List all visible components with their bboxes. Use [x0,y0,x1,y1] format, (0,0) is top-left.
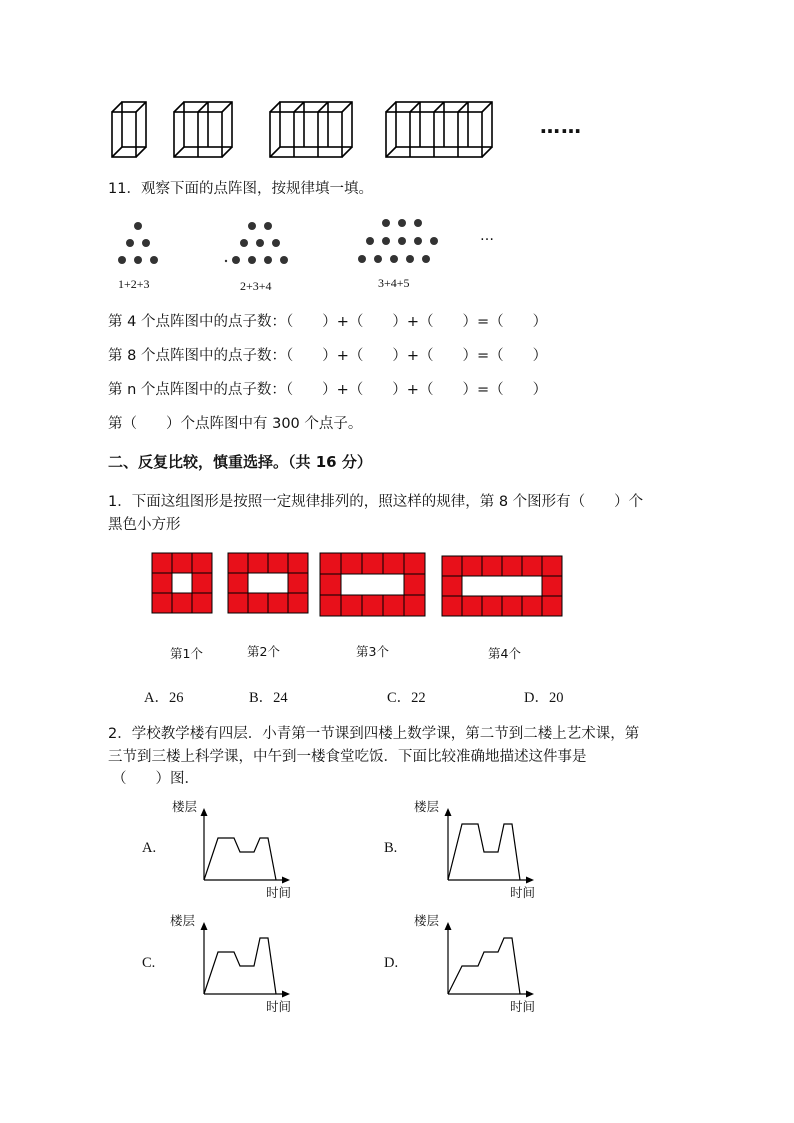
q1-prompt-line2: 黑色小方形 [108,517,181,533]
graph-c-option-label[interactable]: C. [142,955,156,971]
dot-caption-1: 1+2+3 [118,277,150,291]
section2-title: 二、反复比较，慎重选择。（共 16 分） [108,453,372,471]
q11-line-2: 第 8 个点阵图中的点子数：（ ）+（ ）+（ ）=（ ） [108,348,548,364]
dot-caption-3: 3+4+5 [378,276,410,290]
q11-prompt: 11．观察下面的点阵图，按规律填一填。 [108,181,373,197]
graph-c-x-label: 时间 [266,999,292,1014]
q11-line-4: 第（ ）个点阵图中有 300 个点子。 [108,416,363,432]
dot-caption-2: 2+3+4 [240,279,272,293]
graph-d-option-label[interactable]: D. [384,955,399,971]
y-axis-arrow [445,922,452,930]
frame-caption-3: 第3个 [356,644,389,659]
frame-caption-1: 第1个 [170,646,203,661]
q1-option-d[interactable]: D．20 [524,690,564,706]
q11-line-1: 第 4 个点阵图中的点子数：（ ）+（ ）+（ ）=（ ） [108,314,548,330]
frame-caption-4: 第4个 [488,646,521,661]
dot-ellipsis: … [480,228,494,244]
graph-d-y-label: 楼层 [414,913,440,928]
q1-option-a[interactable]: A．26 [144,690,184,706]
graph-a-option-label[interactable]: A. [142,840,157,856]
graph-a-x-label: 时间 [266,885,292,900]
graph-c-y-label: 楼层 [170,913,196,928]
frame-caption-2: 第2个 [247,644,280,659]
floor-trace-line [448,938,520,994]
q2-prompt-line1: 2．学校教学楼有四层．小青第一节课到四楼上数学课，第二节到二楼上艺术课，第 [108,726,640,742]
q1-option-c[interactable]: C．22 [387,690,426,706]
graph-d-x-label: 时间 [510,999,536,1014]
graph-b-y-label: 楼层 [414,799,440,814]
q2-prompt-line3: （ ）图． [112,771,199,787]
graph-b-x-label: 时间 [510,885,536,900]
q11-line-3: 第 n 个点阵图中的点子数：（ ）+（ ）+（ ）=（ ） [108,382,548,398]
q1-prompt-line1: 1．下面这组图形是按照一定规律排列的，照这样的规律，第 8 个图形有（ ）个 [108,494,644,510]
cubes-ellipsis: …… [540,114,582,138]
q2-prompt-line2: 三节到三楼上科学课，中午到一楼食堂吃饭．下面比较准确地描述这件事是 [108,749,587,765]
graph-a-y-label: 楼层 [172,799,198,814]
graph-b-option-label[interactable]: B. [384,840,398,856]
q1-option-b[interactable]: B．24 [249,690,288,706]
